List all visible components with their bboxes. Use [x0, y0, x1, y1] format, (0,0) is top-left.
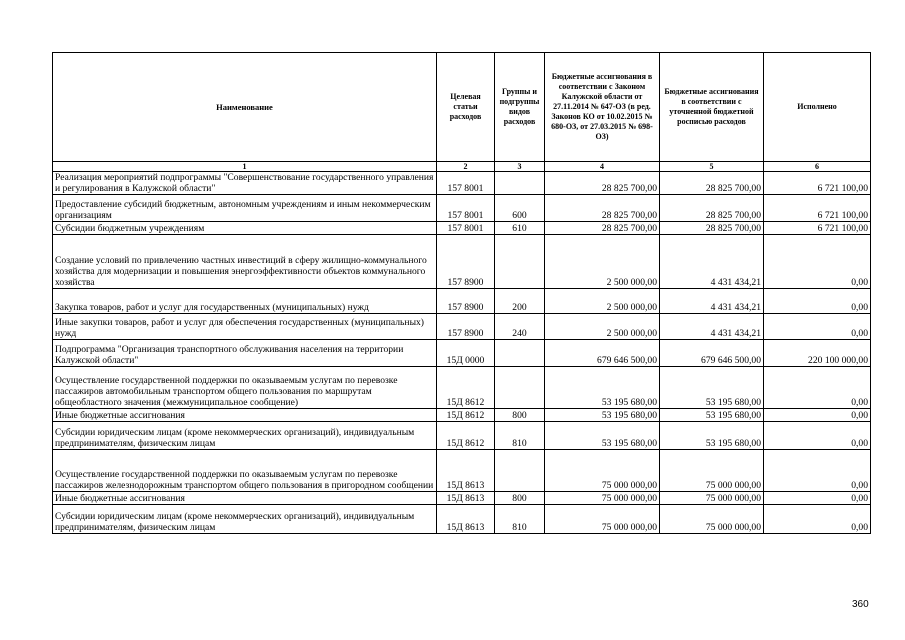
table-row — [53, 450, 871, 492]
row-group: 200 — [495, 289, 545, 314]
row-law: 53 195 680,00 — [545, 367, 660, 409]
row-name: Подпрограмма "Организация транспортного обслуживания населения на территории Калужской области" — [53, 340, 437, 367]
row-code: 157 8900 — [437, 235, 495, 289]
row-name: Иные закупки товаров, работ и услуг для обеспечения государственных (муниципальных) нужд — [53, 314, 437, 340]
column-number: 3 — [495, 162, 545, 172]
table-row — [53, 422, 871, 450]
row-code: 15Д 8612 — [437, 367, 495, 409]
row-code: 15Д 8613 — [437, 450, 495, 492]
budget-table — [52, 52, 871, 534]
table-row — [53, 222, 871, 235]
row-executed: 0,00 — [764, 409, 871, 422]
row-executed: 0,00 — [764, 492, 871, 505]
row-revised: 28 825 700,00 — [660, 195, 764, 222]
row-code: 157 8001 — [437, 172, 495, 195]
row-code: 15Д 8612 — [437, 422, 495, 450]
row-law: 75 000 000,00 — [545, 492, 660, 505]
row-executed: 6 721 100,00 — [764, 195, 871, 222]
row-group: 600 — [495, 195, 545, 222]
row-group: 810 — [495, 422, 545, 450]
row-law: 53 195 680,00 — [545, 422, 660, 450]
row-law: 2 500 000,00 — [545, 314, 660, 340]
table-row — [53, 340, 871, 367]
header-executed: Исполнено — [764, 53, 871, 162]
row-executed: 6 721 100,00 — [764, 172, 871, 195]
table-row — [53, 195, 871, 222]
header-groups: Группы и подгруппы видов расходов — [495, 53, 545, 162]
row-revised: 53 195 680,00 — [660, 422, 764, 450]
row-name: Осуществление государственной поддержки по оказываемым услугам по перевозке пассажиров железнодорожным транспортом общего пользования в пригородном сообщении — [53, 450, 437, 492]
row-name: Субсидии юридическим лицам (кроме некоммерческих организаций), индивидуальным предпринимателям, физическим лицам — [53, 422, 437, 450]
row-executed: 220 100 000,00 — [764, 340, 871, 367]
row-revised: 75 000 000,00 — [660, 492, 764, 505]
row-name: Осуществление государственной поддержки по оказываемым услугам по перевозке пассажиров автомобильным транспортом общего пользования по маршрутам общеобластного значения (межмуниципальное сообщение) — [53, 367, 437, 409]
row-name: Создание условий по привлечению частных инвестиций в сферу жилищно-коммунального хозяйства для модернизации и повышения энергоэффективности объектов коммунального хозяйства — [53, 235, 437, 289]
header-target: Целевая статьи расходов — [437, 53, 495, 162]
row-code: 15Д 0000 — [437, 340, 495, 367]
row-code: 15Д 8613 — [437, 505, 495, 534]
row-law: 679 646 500,00 — [545, 340, 660, 367]
row-law: 53 195 680,00 — [545, 409, 660, 422]
row-revised: 53 195 680,00 — [660, 367, 764, 409]
row-executed: 0,00 — [764, 289, 871, 314]
row-group — [495, 367, 545, 409]
column-number-row — [53, 162, 871, 172]
row-executed: 0,00 — [764, 505, 871, 534]
table-row — [53, 235, 871, 289]
row-code: 157 8900 — [437, 314, 495, 340]
row-revised: 4 431 434,21 — [660, 314, 764, 340]
row-group: 240 — [495, 314, 545, 340]
row-executed: 0,00 — [764, 367, 871, 409]
row-group: 800 — [495, 492, 545, 505]
table-row — [53, 505, 871, 534]
column-number: 5 — [660, 162, 764, 172]
row-revised: 53 195 680,00 — [660, 409, 764, 422]
row-code: 157 8001 — [437, 195, 495, 222]
row-law: 75 000 000,00 — [545, 505, 660, 534]
header-law: Бюджетные ассигнования в соответствии с Законом Калужской области от 27.11.2014 № 647-ОЗ (в ред. Законов КО от 10.02.2015 № 680-ОЗ, от 27.03.2015 № 698-ОЗ) — [545, 53, 660, 162]
table-row — [53, 492, 871, 505]
page-number: 360 — [852, 599, 869, 610]
row-name: Субсидии юридическим лицам (кроме некоммерческих организаций), индивидуальным предпринимателям, физическим лицам — [53, 505, 437, 534]
row-revised: 679 646 500,00 — [660, 340, 764, 367]
table-body — [53, 172, 871, 534]
header-name: Наименование — [53, 53, 437, 162]
row-name: Реализация мероприятий подпрограммы "Совершенствование государственного управления и регулирования в Калужской области" — [53, 172, 437, 195]
column-number: 6 — [764, 162, 871, 172]
column-number: 4 — [545, 162, 660, 172]
column-number: 1 — [53, 162, 437, 172]
row-executed: 0,00 — [764, 450, 871, 492]
row-revised: 75 000 000,00 — [660, 505, 764, 534]
row-law: 2 500 000,00 — [545, 289, 660, 314]
row-group — [495, 450, 545, 492]
row-code: 157 8001 — [437, 222, 495, 235]
row-revised: 4 431 434,21 — [660, 235, 764, 289]
row-law: 28 825 700,00 — [545, 222, 660, 235]
table-row — [53, 367, 871, 409]
row-name: Предоставление субсидий бюджетным, автономным учреждениям и иным некоммерческим организациям — [53, 195, 437, 222]
row-law: 28 825 700,00 — [545, 172, 660, 195]
row-name: Закупка товаров, работ и услуг для государственных (муниципальных) нужд — [53, 289, 437, 314]
row-group — [495, 172, 545, 195]
row-group: 610 — [495, 222, 545, 235]
row-law: 28 825 700,00 — [545, 195, 660, 222]
row-name: Субсидии бюджетным учреждениям — [53, 222, 437, 235]
row-revised: 28 825 700,00 — [660, 222, 764, 235]
header-revised: Бюджетные ассигнования в соответствии с уточненной бюджетной росписью расходов — [660, 53, 764, 162]
row-code: 15Д 8613 — [437, 492, 495, 505]
row-revised: 75 000 000,00 — [660, 450, 764, 492]
table-row — [53, 314, 871, 340]
row-executed: 0,00 — [764, 422, 871, 450]
row-revised: 28 825 700,00 — [660, 172, 764, 195]
row-group: 810 — [495, 505, 545, 534]
row-code: 157 8900 — [437, 289, 495, 314]
row-law: 75 000 000,00 — [545, 450, 660, 492]
row-revised: 4 431 434,21 — [660, 289, 764, 314]
row-name: Иные бюджетные ассигнования — [53, 409, 437, 422]
row-group — [495, 235, 545, 289]
row-executed: 0,00 — [764, 235, 871, 289]
header-row — [53, 53, 871, 162]
row-name: Иные бюджетные ассигнования — [53, 492, 437, 505]
row-law: 2 500 000,00 — [545, 235, 660, 289]
row-executed: 6 721 100,00 — [764, 222, 871, 235]
table-row — [53, 172, 871, 195]
table-row — [53, 289, 871, 314]
row-executed: 0,00 — [764, 314, 871, 340]
column-number: 2 — [437, 162, 495, 172]
row-group — [495, 340, 545, 367]
table-row — [53, 409, 871, 422]
row-code: 15Д 8612 — [437, 409, 495, 422]
row-group: 800 — [495, 409, 545, 422]
